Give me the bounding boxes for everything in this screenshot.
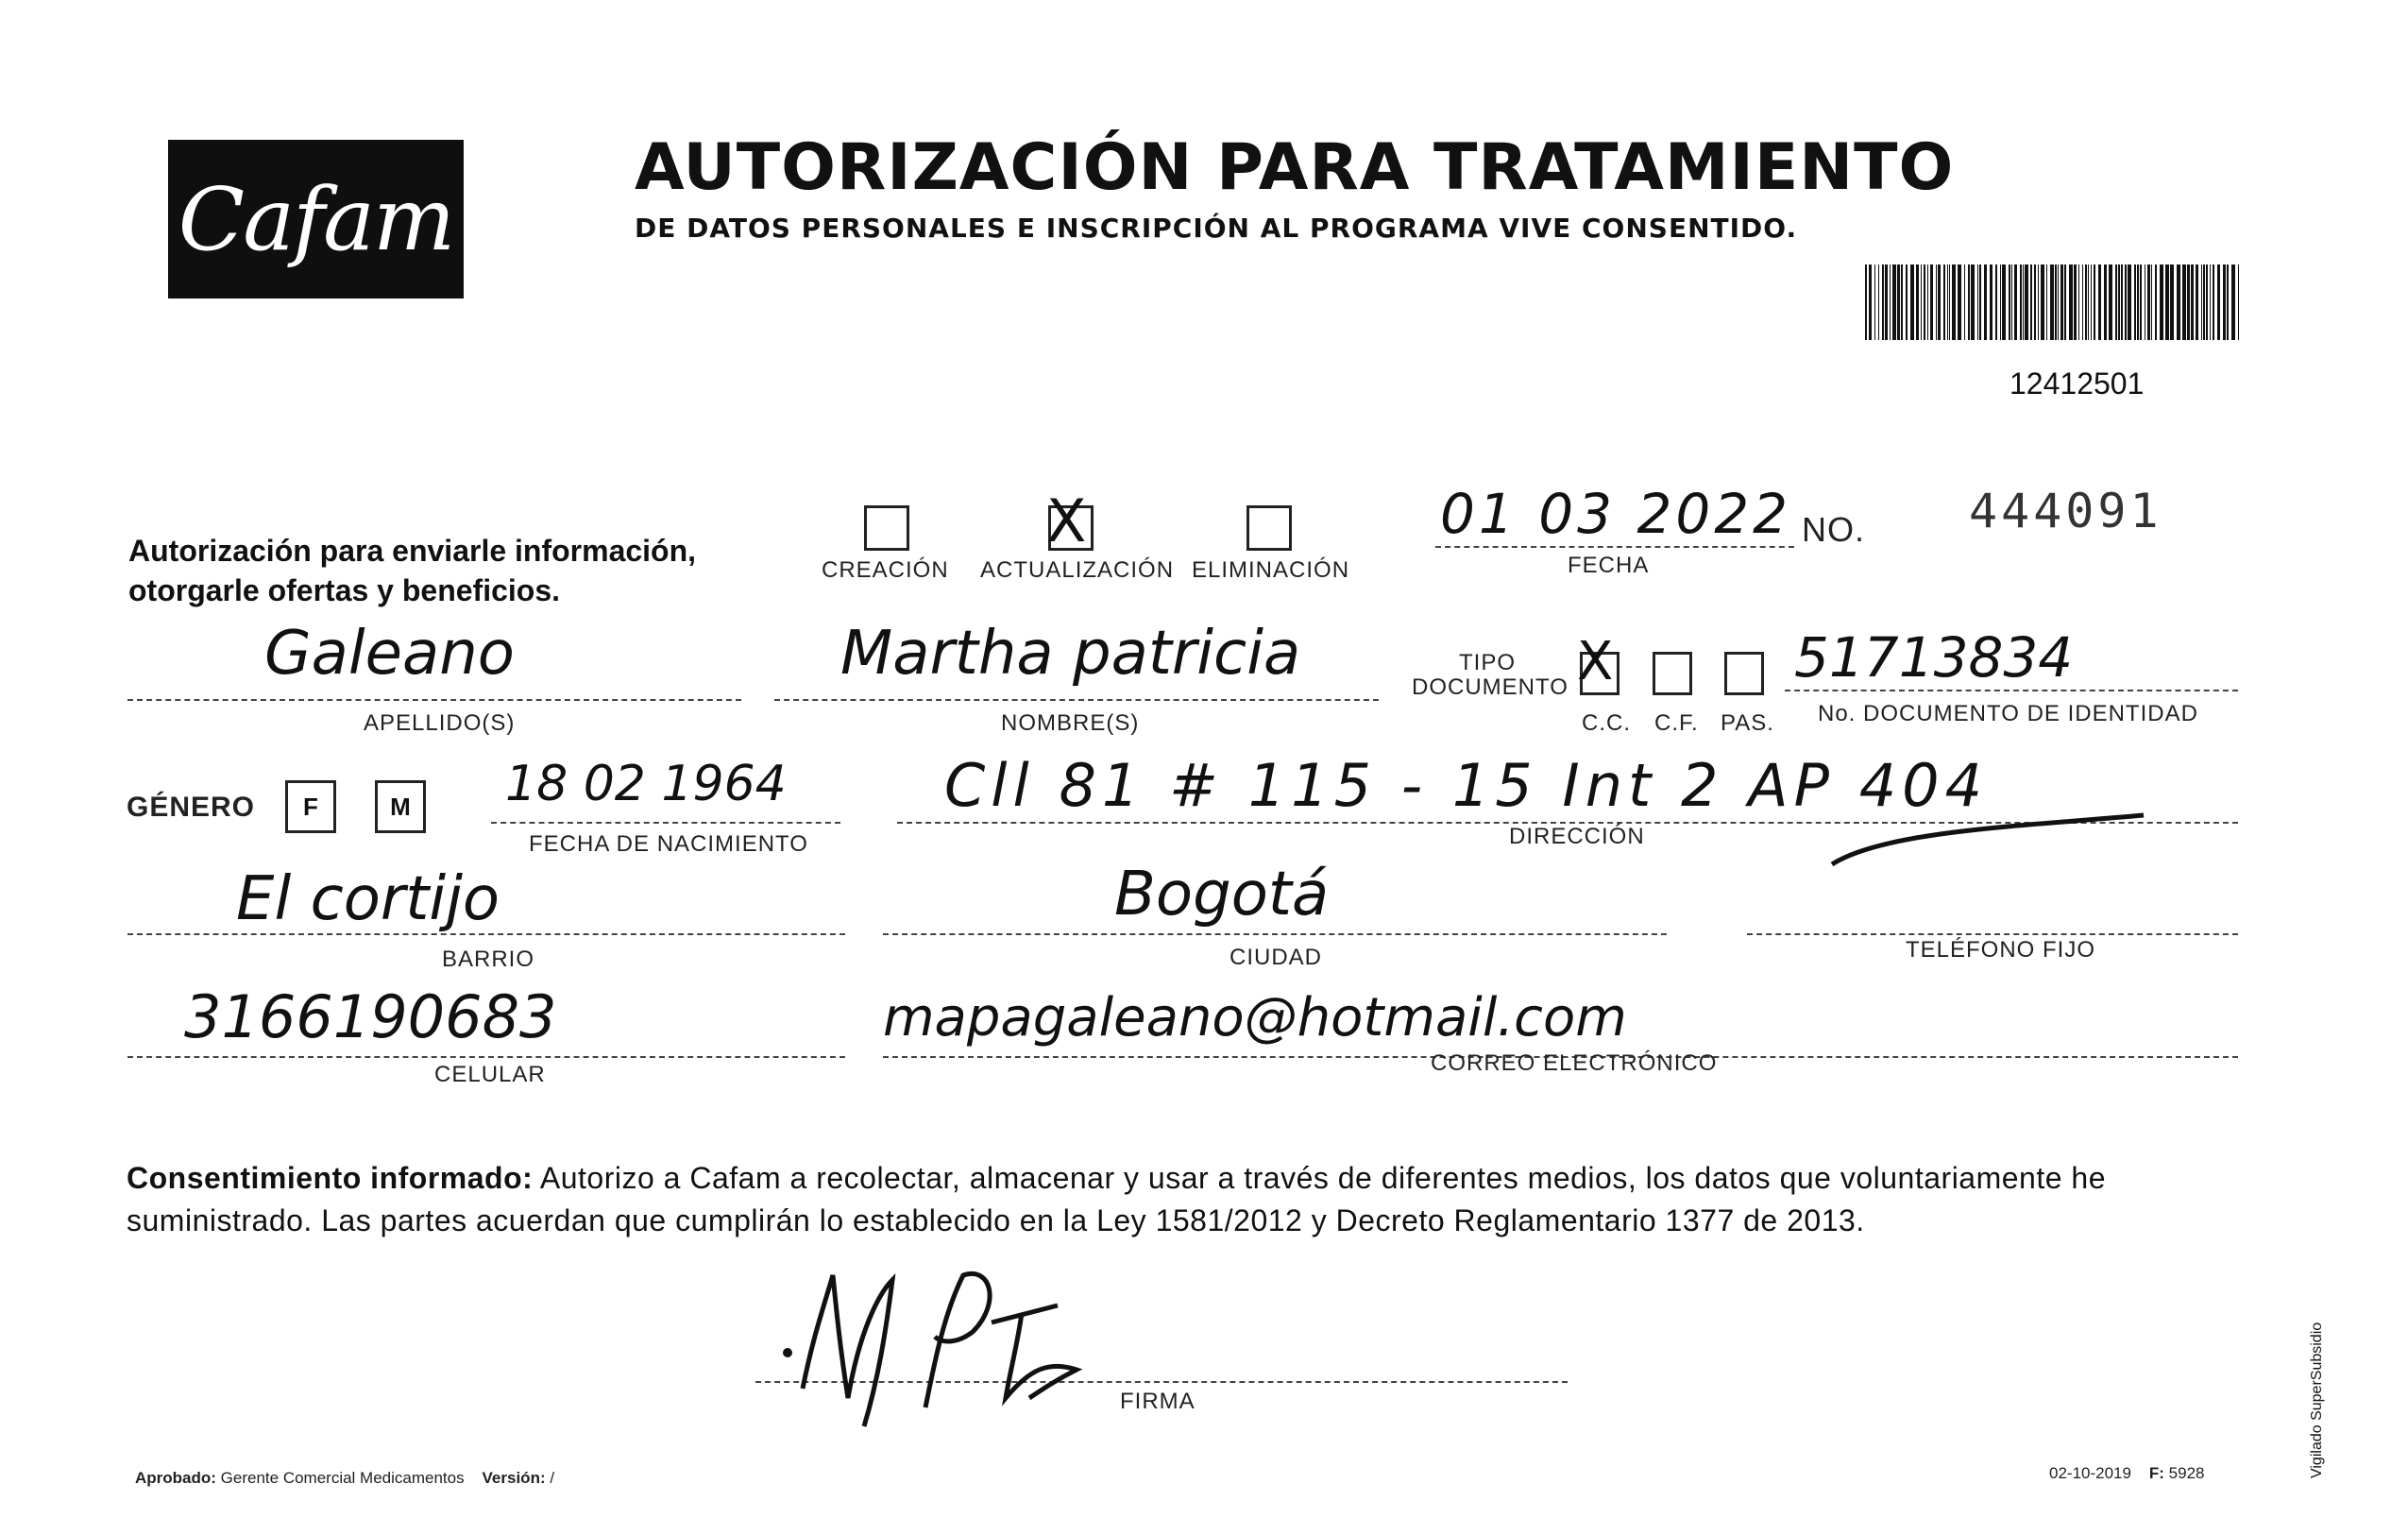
barcode-bar xyxy=(1958,264,1961,340)
barcode-bar xyxy=(2177,264,2180,340)
supersubsidio-vertical-text: Vigilado SuperSubsidio xyxy=(2309,1322,2325,1478)
barcode-icon xyxy=(1865,264,2243,340)
barcode-bar xyxy=(2038,264,2039,340)
barcode-bar xyxy=(2085,264,2087,340)
barcode-bar xyxy=(1952,264,1956,340)
barcode-bar xyxy=(2041,264,2044,340)
barcode-bar xyxy=(2238,264,2239,340)
cafam-logo xyxy=(168,140,464,298)
barcode-bar xyxy=(2231,264,2235,340)
barrio-value[interactable]: El cortijo xyxy=(236,864,500,934)
apellido-label: APELLIDO(S) xyxy=(364,710,516,736)
pas-label: PAS. xyxy=(1721,710,1774,736)
barcode-bar xyxy=(1964,264,1965,340)
barcode-bar xyxy=(1878,264,1879,340)
creacion-label: CREACIÓN xyxy=(822,557,949,583)
barcode-bar xyxy=(2155,264,2157,340)
document-title: AUTORIZACIÓN PARA TRATAMIENTO xyxy=(635,130,1955,205)
barcode-bar xyxy=(2217,264,2220,340)
authorization-intro: Autorización para enviarle información, otorgarle ofertas y beneficios. xyxy=(128,534,697,607)
barcode-bar xyxy=(1995,264,1997,340)
barcode-bar xyxy=(2160,264,2163,340)
barcode-bar xyxy=(1885,264,1888,340)
consent-paragraph xyxy=(127,1157,2229,1242)
barcode-bar xyxy=(1921,264,1922,340)
celular-label: CELULAR xyxy=(434,1062,546,1087)
barcode-bar xyxy=(2203,264,2205,340)
barcode-bar xyxy=(1927,264,1928,340)
barcode-bar xyxy=(1938,264,1941,340)
barcode-bar xyxy=(2094,264,2095,340)
barcode-bar xyxy=(2109,264,2112,340)
barcode-bar xyxy=(2064,264,2066,340)
barcode-bar xyxy=(2082,264,2083,340)
barcode-bar xyxy=(2137,264,2139,340)
barcode-bar xyxy=(1930,264,1933,340)
correo-value[interactable]: mapagaleano@hotmail.com xyxy=(883,987,1627,1049)
fecha-value[interactable]: 01 03 2022 xyxy=(1440,482,1792,546)
barcode-bar xyxy=(1869,264,1872,340)
barcode-bar xyxy=(2196,264,2198,340)
barcode-bar xyxy=(2046,264,2047,340)
fecha-label: FECHA xyxy=(1568,553,1650,578)
actualizacion-check-mark: X xyxy=(1046,486,1087,555)
tipo-label-2: DOCUMENTO xyxy=(1412,674,1569,700)
genero-f-checkbox[interactable]: F xyxy=(285,780,336,833)
ciudad-label: CIUDAD xyxy=(1229,945,1323,970)
barcode-bar xyxy=(1936,264,1937,340)
ciudad-value[interactable]: Bogotá xyxy=(1114,860,1330,930)
barcode-bar xyxy=(2182,264,2186,340)
barcode-bar xyxy=(1890,264,1891,340)
consent-text: Autorizo a Cafam a recolectar, almacenar y usar a través de diferentes medios, los datos que voluntariamente he suministrado. Las partes acuerdan que cumplirán lo establecido en la Ley 1581/2012 y Decreto Reglamentario 1377 de 2013. xyxy=(127,1161,2107,1237)
barcode-bar xyxy=(1910,264,1914,340)
barcode-bar xyxy=(2060,264,2063,340)
barcode-bar xyxy=(2121,264,2123,340)
creacion-checkbox[interactable] xyxy=(864,505,909,551)
barcode-bar xyxy=(2115,264,2117,340)
barcode-bar xyxy=(2098,264,2101,340)
nacimiento-value[interactable]: 18 02 1964 xyxy=(505,756,787,812)
barcode-bar xyxy=(1949,264,1950,340)
barcode-bar xyxy=(2011,264,2012,340)
telefono-label: TELÉFONO FIJO xyxy=(1906,937,2096,963)
barcode-bar xyxy=(2074,264,2077,340)
barcode-bar xyxy=(1943,264,1945,340)
barcode-bar xyxy=(1901,264,1903,340)
address-underline-stroke xyxy=(1827,808,2148,874)
barcode-bar xyxy=(2125,264,2127,340)
barcode-bar xyxy=(2058,264,2059,340)
barcode-bar xyxy=(2091,264,2092,340)
nacimiento-label: FECHA DE NACIMIENTO xyxy=(529,831,808,857)
barcode-bar xyxy=(2223,264,2226,340)
barcode-bar xyxy=(1971,264,1975,340)
firma-label: FIRMA xyxy=(1120,1389,1196,1414)
barcode-bar xyxy=(1979,264,1981,340)
barcode-number: 12412501 xyxy=(2009,367,2145,401)
barcode-bar xyxy=(1906,264,1908,340)
barcode-bar xyxy=(2002,264,2006,340)
apellido-value[interactable]: Galeano xyxy=(264,619,515,689)
barcode-bar xyxy=(1968,264,1970,340)
genero-label: GÉNERO xyxy=(127,792,256,823)
barcode-bar xyxy=(2128,264,2131,340)
barcode-bar xyxy=(2050,264,2054,340)
barcode-bar xyxy=(2165,264,2169,340)
form-number: 444091 xyxy=(1969,484,2162,538)
barcode-bar xyxy=(2213,264,2214,340)
barcode-bar xyxy=(1984,264,1987,340)
direccion-label: DIRECCIÓN xyxy=(1509,824,1645,849)
barcode-bar xyxy=(2134,264,2136,340)
barcode-bar xyxy=(2140,264,2142,340)
actualizacion-label: ACTUALIZACIÓN xyxy=(980,557,1175,583)
barcode-bar xyxy=(1874,264,1875,340)
cf-checkbox[interactable] xyxy=(1653,652,1692,695)
barcode-bar xyxy=(1865,264,1867,340)
barcode-bar xyxy=(1924,264,1925,340)
barcode-bar xyxy=(1897,264,1900,340)
logo-text: Cafam xyxy=(178,168,454,270)
barcode-bar xyxy=(2210,264,2211,340)
barcode-bar xyxy=(2023,264,2024,340)
barcode-bar xyxy=(1990,264,1993,340)
documento-label: No. DOCUMENTO DE IDENTIDAD xyxy=(1818,701,2198,726)
barcode-bar xyxy=(2009,264,2010,340)
barcode-bar xyxy=(2034,264,2036,340)
handwritten-signature xyxy=(774,1256,1114,1436)
barcode-bar xyxy=(1977,264,1978,340)
consent-heading: Consentimiento informado: xyxy=(127,1161,534,1195)
barcode-bar xyxy=(2025,264,2028,340)
barcode-bar xyxy=(2191,264,2194,340)
barcode-bar xyxy=(1882,264,1884,340)
correo-label: CORREO ELECTRÓNICO xyxy=(1431,1050,1718,1076)
no-label: NO. xyxy=(1802,510,1866,549)
pas-checkbox[interactable] xyxy=(1724,652,1764,695)
footer-approval: Aprobado: Gerente Comercial Medicamentos Versión: / xyxy=(135,1469,555,1487)
nombre-label: NOMBRE(S) xyxy=(1001,710,1140,736)
barcode-bar xyxy=(2055,264,2057,340)
barcode-bar xyxy=(2069,264,2073,340)
barcode-bar xyxy=(2118,264,2120,340)
cf-label: C.F. xyxy=(1654,710,1699,736)
barcode-bar xyxy=(2088,264,2089,340)
direccion-value[interactable]: Cll 81 # 115 - 15 Int 2 AP 404 xyxy=(944,751,1989,820)
barcode-bar xyxy=(2206,264,2208,340)
barcode-bar xyxy=(1916,264,1919,340)
barcode-bar xyxy=(1947,264,1948,340)
genero-m-checkbox[interactable]: M xyxy=(375,780,426,833)
barcode-bar xyxy=(2078,264,2079,340)
barcode-bar xyxy=(2030,264,2032,340)
barcode-bar xyxy=(2227,264,2229,340)
document-subtitle: DE DATOS PERSONALES E INSCRIPCIÓN AL PROGRAMA VIVE CONSENTIDO. xyxy=(635,213,1798,244)
barcode-bar xyxy=(2014,264,2017,340)
footer-form-code: 02-10-2019 F: 5928 xyxy=(2049,1464,2205,1482)
nombre-value[interactable]: Martha patricia xyxy=(840,619,1301,689)
eliminacion-label: ELIMINACIÓN xyxy=(1192,557,1350,583)
celular-value[interactable]: 3166190683 xyxy=(184,982,557,1051)
barrio-label: BARRIO xyxy=(442,947,535,972)
cc-label: C.C. xyxy=(1582,710,1631,736)
barcode-bar xyxy=(2020,264,2022,340)
barcode-bar xyxy=(2201,264,2202,340)
tipo-label-1: TIPO xyxy=(1459,650,1517,675)
barcode-bar xyxy=(2104,264,2107,340)
barcode-bar xyxy=(2170,264,2174,340)
barcode-bar xyxy=(2151,264,2152,340)
cc-check-mark: X xyxy=(1577,631,1614,692)
barcode-bar xyxy=(2000,264,2001,340)
documento-value[interactable]: 51713834 xyxy=(1794,625,2074,690)
barcode-bar xyxy=(1892,264,1896,340)
barcode-bar xyxy=(2147,264,2150,340)
barcode-bar xyxy=(2187,264,2190,340)
eliminacion-checkbox[interactable] xyxy=(1246,505,1292,551)
